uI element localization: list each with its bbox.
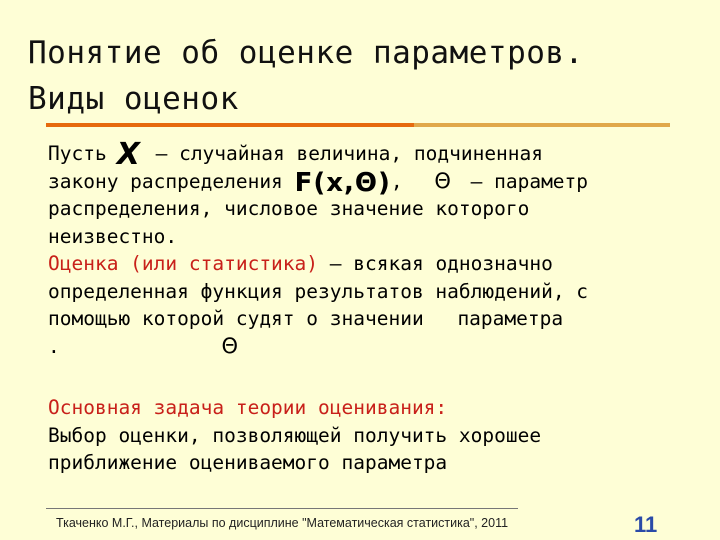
p1-text-law: закону распределения <box>48 169 283 193</box>
slide-title <box>28 30 688 122</box>
p2-text-judge: помощью которой судят о значении <box>48 307 424 330</box>
p1-text-random-variable: – случайная величина, подчиненная <box>155 142 544 165</box>
footer-divider <box>46 508 518 509</box>
p3-line-2: приближение оцениваемого параметра <box>48 451 448 474</box>
p1-line-1 <box>48 137 688 172</box>
title-underline-orange <box>46 123 414 127</box>
x-symbol: X <box>116 137 140 172</box>
p1-text-let: Пусть <box>48 142 107 165</box>
p1-line-2 <box>48 168 688 196</box>
title-line-2: Виды оценок <box>28 81 239 117</box>
p2-dot: . <box>48 334 60 358</box>
p2-line-2: определенная функция результатов наблюдений, с <box>48 279 589 303</box>
p2-line-4 <box>48 333 688 361</box>
theta-symbol-2: Θ <box>221 333 239 358</box>
p2-text-definition: – всякая однозначно <box>329 252 553 275</box>
p1-line-4: неизвестно. <box>48 224 178 248</box>
task-heading: Основная задача теории оценивания: <box>48 396 448 419</box>
p2-line-1 <box>48 250 688 278</box>
p1-comma: , <box>390 169 403 193</box>
p1-line-3: распределения, числовое значение которого <box>48 197 530 220</box>
footer-citation: Ткаченко М.Г., Материалы по дисциплине "Математическая статистика", 2011 <box>56 516 509 530</box>
page-number: 11 <box>634 512 658 537</box>
distribution-formula: F(x,Θ) <box>294 167 391 198</box>
p1-text-parameter: – параметр <box>470 169 589 193</box>
title-underline-gold <box>414 123 670 127</box>
slide-body <box>48 137 688 477</box>
title-line-1: Понятие об оценке параметров. <box>28 35 584 71</box>
estimate-term: Оценка (или статистика) <box>48 252 319 275</box>
theta-symbol: Θ <box>434 168 451 193</box>
p3-line-1: Выбор оценки, позволяющей получить хорошее <box>48 423 542 447</box>
p2-text-parameter: параметра <box>457 307 564 330</box>
p2-line-3 <box>48 305 688 333</box>
